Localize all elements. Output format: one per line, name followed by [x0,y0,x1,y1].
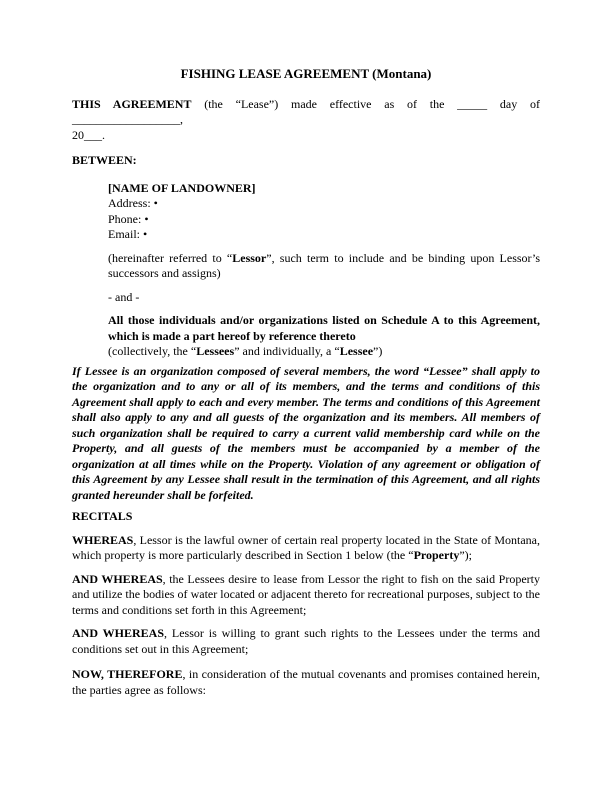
now-therefore-clause: NOW, THEREFORE, in consideration of the mutual covenants and promises contained herein, the parties agree as follows: [72,667,541,697]
recital-whereas: WHEREAS, Lessor is the lawful owner of certain real property located in the State of Montana, which property is more particularly described in Section 1 below (the “Property”); [72,532,540,562]
recital-and-whereas-1: AND WHEREAS, the Lessees desire to lease from Lessor the right to fish on the said Property and utilize the bodies of water located or adjacent thereto for recreational purposes, subject to the terms and conditions set forth in this Agreement; [72,571,540,617]
landowner-phone: Phone: • [108,211,149,226]
between-label: BETWEEN: [72,153,137,167]
document-title: FISHING LEASE AGREEMENT (Montana) [180,66,432,81]
organization-notice-paragraph: If Lessee is an organization composed of several members, the word “Lessee” shall apply to the organization and to any or all of its members, and the terms and conditions of this Agreement shall apply to each and every member. The terms and conditions of this Agreement shall also apply to any and all guests of the organization and its members. All members of such organization shall be required to carry a current valid membership card while on the Property, and all guests of the members must be accompanied by a member of the organization at all times while on the Property. Violation of any agreement or obligation of this Agreement by any Lessee shall result in the termination of this Agreement, and all rights granted hereunder shall be forfeited. [72,363,540,502]
and-separator: - and - [108,289,140,304]
recitals-heading: RECITALS [72,509,133,523]
lessees-definition-clause: All those individuals and/or organizations listed on Schedule A to this Agreement, which is made a part hereof by reference thereto [108,313,540,343]
lessor-definition-clause: (hereinafter referred to “Lessor”, such term to include and be binding upon Lessor’s successors and assigns) [108,250,540,280]
intro-clause-line-2: 20___. [72,127,105,142]
landowner-address: Address: • [108,196,158,210]
landowner-name: [NAME OF LANDOWNER] [108,180,256,195]
intro-clause-line-1: THIS AGREEMENT (the “Lease”) made effective as of the _____ day of __________________, [72,96,540,126]
recital-and-whereas-2: AND WHEREAS, Lessor is willing to grant such rights to the Lessees under the terms and conditions set out in this Agreement; [72,626,540,656]
landowner-block [108,181,540,243]
landowner-email: Email: • [108,227,148,241]
collectively-line: (collectively, the “Lessees” and individually, a “Lessee”) [108,344,383,358]
